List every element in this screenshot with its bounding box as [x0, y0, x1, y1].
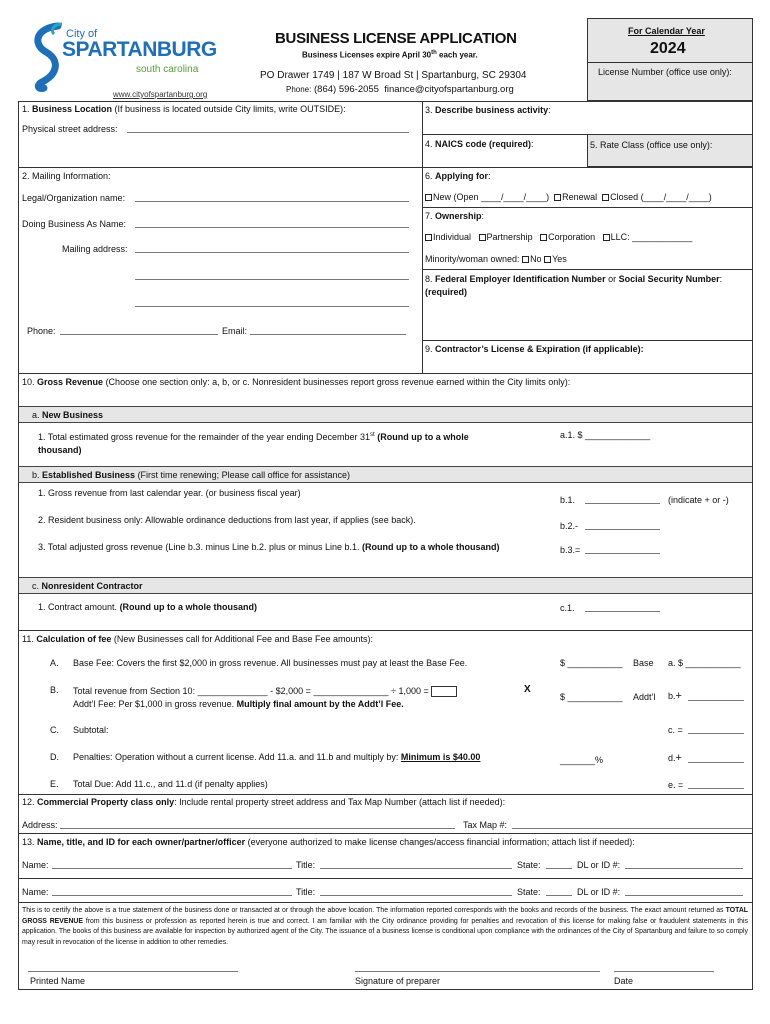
row-d-text: Penalties: Operation without a current license. Add 11.a. and 11.b and multiply by: Minimum is $40.00 — [73, 752, 481, 762]
logo-city-of: City of — [66, 28, 98, 40]
row-c-field-label: c. = — [668, 725, 683, 735]
section-10b-bar: b. Established Business (First time renewing; Please call office for assistance) — [18, 466, 753, 483]
a1-field[interactable]: a.1. $ _____________ — [560, 430, 651, 440]
row-a-field[interactable]: a. $ ___________ — [668, 658, 741, 668]
office-contact: Phone: (864) 596-2055 finance@cityofspartanburg.org — [286, 84, 514, 95]
section-3-title: 3. Describe business activity: — [425, 105, 551, 115]
section-10a-bar: a. New Business — [18, 406, 753, 423]
line-b1: 1. Gross revenue from last calendar year. (or business fiscal year) — [38, 488, 301, 498]
mailing-address-label: Mailing address: — [62, 244, 128, 254]
row-e-field-label: e. = — [668, 780, 684, 790]
calendar-year-box — [587, 18, 753, 101]
section-2-title: 2. Mailing Information: — [22, 171, 111, 181]
c1-label: c.1. — [560, 603, 575, 613]
email-label: Email: — [222, 326, 248, 336]
line-b3: 3. Total adjusted gross revenue (Line b.3. minus Line b.2. plus or minus Line b.1. (Round up to a whole thousand) — [38, 542, 500, 552]
expire-note: Business Licenses expire April 30th each year. — [302, 50, 478, 60]
city-logo — [22, 22, 217, 90]
row-b-text: Total revenue from Section 10: ______________ - $2,000 = _______________ ÷ 1,000 = Addt’l Fee: Per $1,000 in gross revenue. Multiply final amount by the Addt’l Fee. — [73, 685, 457, 711]
printed-name-label: Printed Name — [30, 976, 86, 986]
section-6-title: 6. Applying for: — [425, 171, 491, 181]
line-c1: 1. Contract amount. (Round up to a whole thousand) — [38, 602, 258, 612]
row-d-letter: D. — [50, 752, 59, 762]
row-e-text: Total Due: Add 11.c., and 11.d (if penalty applies) — [73, 779, 268, 789]
legal-name-label: Legal/Organization name: — [22, 193, 126, 203]
section-4-title: 4. NAICS code (required): — [425, 139, 534, 149]
row-b-field-wrap: b.+ — [668, 690, 682, 702]
row-d-field-label: d. — [668, 753, 676, 763]
office-address: PO Drawer 1749 | 187 W Broad St | Spartanburg, SC 29304 — [260, 70, 527, 81]
b1-note: (indicate + or -) — [668, 495, 729, 505]
row-b-field-label: b. — [668, 691, 676, 701]
section-10-title: 10. Gross Revenue (Choose one section only: a, b, or c. Nonresident businesses report gross revenue earned within the City limits only): — [22, 377, 571, 387]
section-13-title: 13. Name, title, and ID for each owner/partner/officer (everyone authorized to make license changes/access financial information; attach list if needed): — [22, 837, 635, 847]
ownership-options: Individual Partnership Corporation LLC: ____________ — [425, 232, 692, 242]
tax-map-label: Tax Map #: — [463, 820, 508, 830]
row-b-addtl-field[interactable]: $ ___________ — [560, 692, 623, 702]
row-a-text: Base Fee: Covers the first $2,000 in gross revenue. All businesses must pay at least the Base Fee. — [73, 658, 468, 668]
owner2-dl-label: DL or ID #: — [577, 887, 621, 897]
owner1-state-label: State: — [517, 860, 541, 870]
form-border — [18, 101, 753, 990]
website-link[interactable]: www.cityofspartanburg.org — [113, 90, 208, 99]
minority-options: Minority/woman owned: No Yes — [425, 254, 567, 264]
physical-address-label: Physical street address: — [22, 124, 118, 134]
row-b-multiply: X — [524, 684, 531, 695]
row-c-text: Subtotal: — [73, 725, 109, 735]
row-d-field-wrap: d.+ — [668, 752, 682, 764]
owner2-title-label: Title: — [296, 887, 316, 897]
b2-label: b.2.- — [560, 521, 579, 531]
row-a-base-field[interactable]: $ ___________ — [560, 658, 623, 668]
owner1-name-label: Name: — [22, 860, 49, 870]
section-11-title: 11. Calculation of fee (New Businesses call for Additional Fee and Base Fee amounts): — [22, 634, 374, 644]
owner2-state-label: State: — [517, 887, 541, 897]
applying-options: New (Open ____/____/____) Renewal Closed (____/____/____) — [425, 192, 712, 202]
rate-class-label: 5. Rate Class (office use only): — [590, 140, 713, 150]
license-number-label: License Number (office use only): — [598, 67, 732, 77]
row-a-letter: A. — [50, 658, 59, 668]
section-8-title: 8. Federal Employer Identification Number or Social Security Number: (required) — [425, 274, 723, 297]
section-7-title: 7. Ownership: — [425, 211, 485, 221]
calendar-year-value: 2024 — [650, 40, 686, 57]
section-10c-bar: c. Nonresident Contractor — [18, 577, 753, 594]
owner2-name-label: Name: — [22, 887, 49, 897]
owner1-title-label: Title: — [296, 860, 316, 870]
row-a-base-label: Base — [633, 658, 654, 668]
certification-text: This is to certify the above is a true statement of the business done or transacted at or through the above location. The information reported corresponds with the books and records of the business. The exact amount returned as TOTAL GROSS REVENUE from this business or profession as reported herein is true and correct. I am familiar with the City ordinance providing for penalties and revocation of this license for making false or fraudulent statements in this application. The books of this business are available for inspection by authorized agent of the City. The issuance of a business license is conditional upon compliance with the ordinances of the City of Spartanburg and failure to so comply may result in revocation of the license in addition to other remedies. — [22, 907, 748, 946]
b1-label: b.1. — [560, 495, 576, 505]
logo-state: south carolina — [136, 64, 199, 75]
line-a1: 1. Total estimated gross revenue for the remainder of the year ending December 31st (Round up to a whole thousand) — [38, 432, 469, 455]
logo-name: SPARTANBURG — [62, 38, 217, 61]
date-label: Date — [614, 976, 634, 986]
row-c-letter: C. — [50, 725, 59, 735]
section-12-title: 12. Commercial Property class only: Include rental property street address and Tax Map Number (attach list if needed): — [22, 797, 506, 807]
signature-label: Signature of preparer — [355, 976, 441, 986]
property-address-label: Address: — [22, 820, 58, 830]
row-b-letter: B. — [50, 685, 59, 695]
form-title: BUSINESS LICENSE APPLICATION — [275, 30, 517, 47]
phone-label: Phone: — [27, 326, 56, 336]
owner1-dl-label: DL or ID #: — [577, 860, 621, 870]
dba-label: Doing Business As Name: — [22, 219, 127, 229]
b3-label: b.3.= — [560, 545, 581, 555]
section-1-title: 1. Business Location (If business is located outside City limits, write OUTSIDE): — [22, 104, 346, 114]
row-d-percent-field[interactable]: _______% — [560, 755, 604, 765]
row-b-addtl-label: Addt’l — [633, 692, 656, 702]
calendar-year-label: For Calendar Year — [628, 26, 705, 36]
line-b2: 2. Resident business only: Allowable ordinance deductions from last year, if applies (see back). — [38, 515, 416, 525]
section-9-title: 9. Contractor’s License & Expiration (if applicable): — [425, 344, 644, 354]
row-e-letter: E. — [50, 779, 59, 789]
